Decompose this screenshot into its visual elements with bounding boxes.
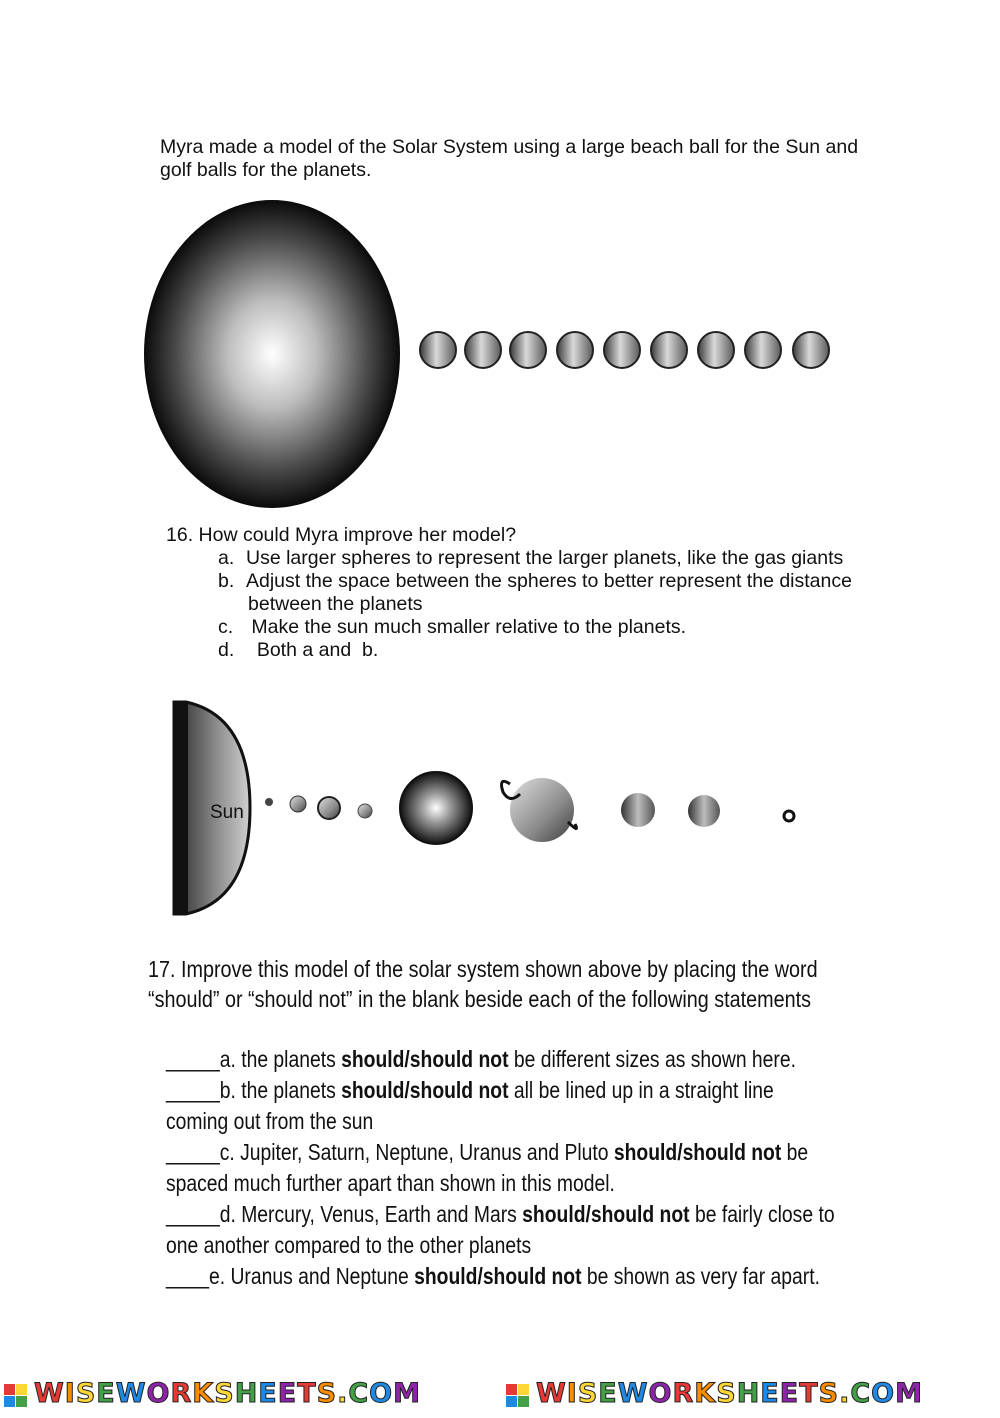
option-text: Adjust the space between the spheres to better represent the distance: [246, 570, 852, 592]
golf-ball: [465, 332, 501, 368]
brand-letter: W: [536, 1378, 567, 1409]
golf-ball: [557, 332, 593, 368]
option-b-continuation: between the planets: [248, 593, 423, 615]
question-17-stem-line-1: 17. Improve this model of the solar system shown above by placing the word: [148, 956, 818, 982]
statement-text: ____e. Uranus and Neptune: [166, 1263, 415, 1289]
question-16-option-a: [166, 547, 926, 570]
question-16-stem: 16. How could Myra improve her model?: [166, 524, 517, 546]
brand-letter: O: [871, 1378, 896, 1409]
statement-d: [166, 1199, 888, 1230]
brand-letter: S: [214, 1378, 235, 1409]
question-17-statements: [166, 1044, 888, 1292]
question-16: [166, 524, 926, 662]
statement-choice: should/should not: [414, 1263, 582, 1289]
brand-letter: .: [839, 1378, 851, 1409]
brand-letter: S: [716, 1378, 737, 1409]
brand-letter: K: [192, 1378, 215, 1409]
statement-b: [166, 1075, 888, 1106]
brand-letter: I: [64, 1378, 76, 1409]
planet-pluto: [784, 811, 794, 821]
figure-solar-system-model: [168, 696, 808, 922]
brand-letter: C: [850, 1378, 872, 1409]
sun-edge-bar: [174, 702, 188, 914]
brand-letter: C: [348, 1378, 370, 1409]
planet-earth: [318, 797, 340, 819]
planet-jupiter: [400, 772, 472, 844]
golf-balls-row: [420, 332, 829, 368]
option-text: Both a and b.: [246, 639, 379, 661]
statement-choice: should/should not: [341, 1046, 509, 1072]
statement-text: be different sizes as shown here.: [508, 1046, 796, 1072]
option-text: Use larger spheres to represent the larger planets, like the gas giants: [246, 547, 844, 569]
brand-letter: O: [146, 1378, 171, 1409]
question-16-option-b: [166, 570, 926, 593]
footer-brand-2: [536, 1378, 923, 1409]
brand-letter: I: [566, 1378, 578, 1409]
statement-text: be fairly close to: [689, 1201, 835, 1227]
planet-venus: [290, 796, 306, 812]
intro-paragraph: [160, 136, 920, 182]
question-17-stem-line-2: “should” or “should not” in the blank beside each of the following statements: [148, 986, 812, 1012]
statement-b-continuation: coming out from the sun: [166, 1108, 374, 1134]
statement-choice: should/should not: [613, 1139, 782, 1165]
brand-letter: T: [799, 1378, 819, 1409]
brand-letter: E: [760, 1378, 780, 1409]
intro-line-1: Myra made a model of the Solar System using a large beach ball for the Sun and: [160, 136, 859, 158]
brand-letter: T: [297, 1378, 317, 1409]
brand-letter: W: [115, 1378, 147, 1409]
brand-letter: E: [258, 1378, 278, 1409]
option-label: c.: [218, 616, 234, 638]
statement-c: [166, 1137, 888, 1168]
planet-uranus: [621, 793, 655, 827]
brand-letter: H: [234, 1378, 259, 1409]
question-16-option-d: [166, 639, 926, 662]
intro-line-2: golf balls for the planets.: [160, 159, 372, 181]
option-label: a.: [218, 547, 235, 569]
planet-mercury: [265, 798, 273, 806]
brand-letter: E: [598, 1378, 618, 1409]
brand-letter: E: [779, 1378, 800, 1409]
question-17: [148, 954, 818, 1014]
brand-letter: M: [393, 1378, 421, 1409]
golf-ball: [510, 332, 546, 368]
statement-text: _____b. the planets: [166, 1077, 342, 1103]
statement-choice: should/should not: [522, 1201, 690, 1227]
statement-text: be: [781, 1139, 809, 1165]
option-label: b.: [218, 570, 235, 592]
wiseworksheets-footer: [0, 1376, 1000, 1413]
brand-letter: S: [577, 1378, 599, 1409]
statement-text: _____c. Jupiter, Saturn, Neptune, Uranus and Pluto: [166, 1139, 614, 1165]
golf-ball: [698, 332, 734, 368]
option-label: d.: [218, 639, 235, 661]
logo-icon: [4, 1384, 27, 1407]
option-text: Make the sun much smaller relative to the planets.: [246, 616, 687, 638]
statement-text: _____a. the planets: [166, 1046, 342, 1072]
brand-letter: S: [316, 1378, 338, 1409]
statement-d-continuation: one another compared to the other planets: [166, 1232, 532, 1258]
golf-ball: [793, 332, 829, 368]
brand-letter: R: [672, 1378, 695, 1409]
golf-ball: [420, 332, 456, 368]
statement-text: all be lined up in a straight line: [508, 1077, 774, 1103]
figure-beach-ball-model: [140, 196, 840, 512]
statement-text: _____d. Mercury, Venus, Earth and Mars: [166, 1201, 523, 1227]
planet-mars: [358, 804, 372, 818]
statement-text: be shown as very far apart.: [581, 1263, 820, 1289]
brand-letter: O: [648, 1378, 673, 1409]
statement-c-continuation: spaced much further apart than shown in this model.: [166, 1170, 615, 1196]
planet-neptune: [688, 795, 720, 827]
brand-letter: W: [34, 1378, 65, 1409]
logo-icon: [506, 1384, 529, 1407]
brand-letter: E: [277, 1378, 298, 1409]
statement-a: [166, 1044, 888, 1075]
golf-ball: [651, 332, 687, 368]
brand-letter: S: [75, 1378, 97, 1409]
question-16-option-c: [166, 616, 926, 639]
statement-e: [166, 1261, 888, 1292]
golf-ball: [745, 332, 781, 368]
brand-letter: .: [337, 1378, 349, 1409]
statement-choice: should/should not: [341, 1077, 509, 1103]
brand-letter: E: [96, 1378, 116, 1409]
brand-letter: W: [617, 1378, 649, 1409]
brand-letter: O: [369, 1378, 394, 1409]
brand-letter: H: [736, 1378, 761, 1409]
sun-label: Sun: [210, 802, 244, 823]
brand-letter: R: [170, 1378, 193, 1409]
golf-ball: [604, 332, 640, 368]
beach-ball-sun: [144, 200, 400, 508]
footer-brand-1: [34, 1378, 421, 1409]
brand-letter: S: [818, 1378, 840, 1409]
brand-letter: K: [694, 1378, 717, 1409]
planet-saturn: [502, 778, 577, 842]
brand-letter: M: [895, 1378, 923, 1409]
